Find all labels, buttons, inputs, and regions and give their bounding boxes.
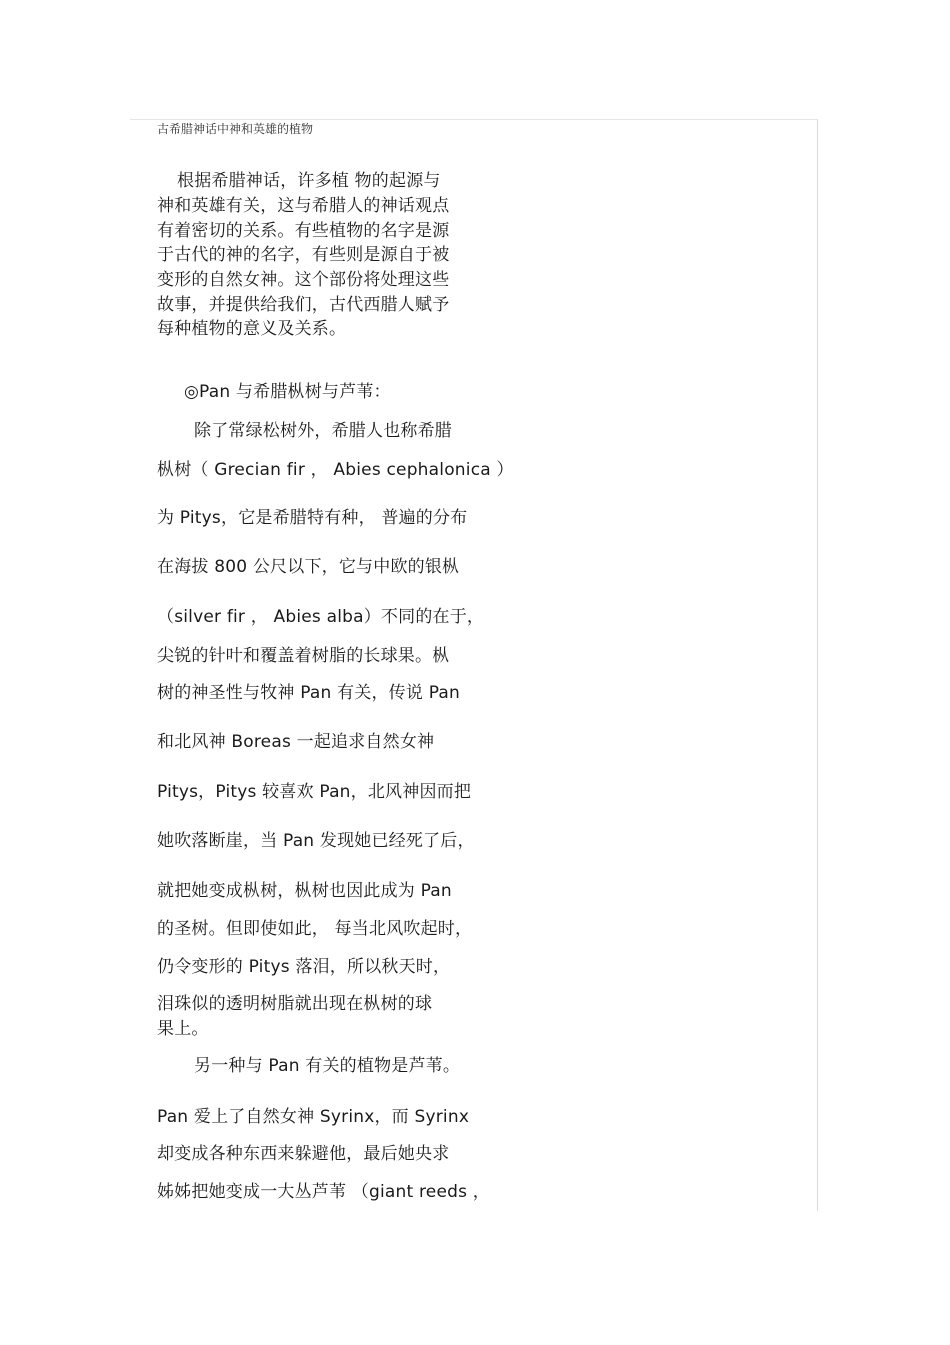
- intro-line: 每种植物的意义及关系。: [157, 319, 347, 339]
- body-line: 却变成各种东西来躲避他，最后她央求: [157, 1144, 450, 1164]
- body-line: 果上。: [157, 1019, 209, 1039]
- body-line: 的圣树。但即使如此， 每当北风吹起时，: [157, 919, 473, 939]
- section-title: ◎Pan 与希腊枞树与芦苇：: [184, 382, 391, 402]
- body-line: Pitys，Pitys 较喜欢 Pan，北风神因而把: [157, 782, 472, 802]
- body-line: （silver fir ， Abies alba）不同的在于，: [157, 607, 485, 627]
- body-line: 树的神圣性与牧神 Pan 有关，传说 Pan: [157, 683, 460, 703]
- intro-line: 变形的自然女神。这个部份将处理这些: [157, 270, 450, 290]
- body-line: 泪珠似的透明树脂就出现在枞树的球: [157, 994, 433, 1014]
- body-line: 在海拔 800 公尺以下，它与中欧的银枞: [157, 557, 460, 577]
- intro-line: 于古代的神的名字，有些则是源自于被: [157, 245, 450, 265]
- body-line: 尖锐的针叶和覆盖着树脂的长球果。枞: [157, 646, 450, 666]
- body-line: 姊姊把她变成一大丛芦苇 （giant reeds ，: [157, 1182, 490, 1202]
- body-line: 另一种与 Pan 有关的植物是芦苇。: [194, 1056, 461, 1076]
- intro-line: 故事，并提供给我们，古代西腊人赋予: [157, 295, 450, 315]
- intro-line: 有着密切的关系。有些植物的名字是源: [157, 221, 450, 241]
- body-line: 和北风神 Boreas 一起追求自然女神: [157, 732, 435, 752]
- body-line: 仍令变形的 Pitys 落泪，所以秋天时，: [157, 957, 451, 977]
- body-line: 除了常绿松树外，希腊人也称希腊: [194, 421, 452, 441]
- intro-line: 根据希腊神话，许多植 物的起源与: [177, 171, 441, 191]
- page-header: 古希腊神话中神和英雄的植物: [157, 122, 314, 136]
- body-line: 为 Pitys，它是希腊特有种， 普遍的分布: [157, 508, 468, 528]
- body-line: 枞树（ Grecian fir ， Abies cephalonica ）: [157, 460, 514, 480]
- body-line: 她吹落断崖，当 Pan 发现她已经死了后，: [157, 831, 475, 851]
- body-line: 就把她变成枞树，枞树也因此成为 Pan: [157, 881, 452, 901]
- body-line: Pan 爱上了自然女神 Syrinx，而 Syrinx: [157, 1107, 470, 1127]
- intro-line: 神和英雄有关，这与希腊人的神话观点: [157, 196, 450, 216]
